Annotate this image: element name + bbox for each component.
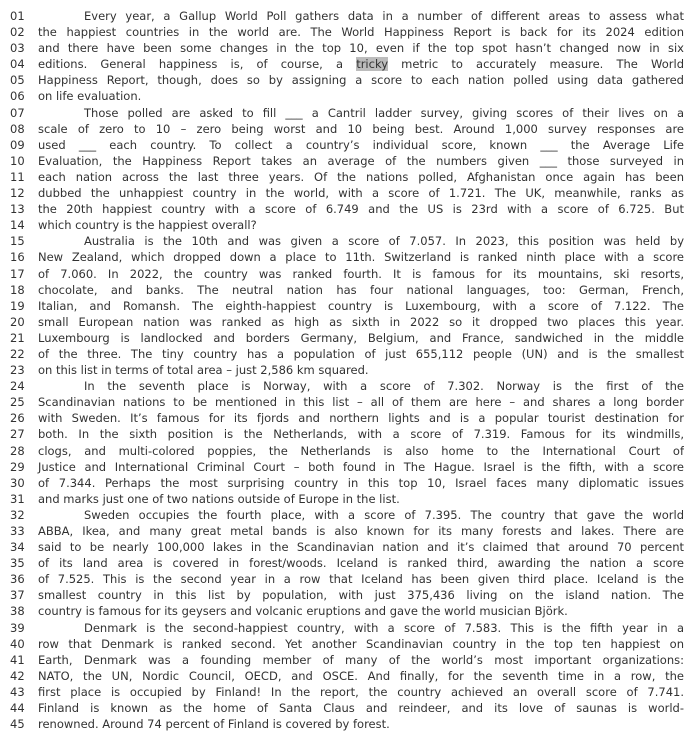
text-line <box>10 443 684 459</box>
text-line <box>10 56 684 72</box>
line-number: 30 <box>10 475 25 490</box>
line-text: Evaluation, the Happiness Report takes an average of the numbers given ___ those surveyed in <box>38 153 684 168</box>
text-line <box>10 314 684 330</box>
text-line <box>10 636 684 652</box>
line-number: 17 <box>10 266 25 281</box>
highlighted-word: tricky <box>356 57 388 72</box>
line-number: 20 <box>10 314 25 329</box>
line-text: Italian, and Romansh. The eighth-happiest country is Luxembourg, with a score of 7.122. The <box>38 298 684 313</box>
text-line <box>10 716 684 732</box>
text-line <box>10 539 684 555</box>
line-text: Happiness Report, though, does so by assigning a score to each nation polled using data gathered <box>38 73 684 88</box>
line-text: of 7.060. In 2022, the country was ranked fourth. It is famous for its mountains, ski resorts, <box>38 266 684 281</box>
line-number: 23 <box>10 363 25 378</box>
text-line <box>10 153 684 169</box>
text-line <box>10 298 684 314</box>
line-number: 11 <box>10 169 25 184</box>
text-line <box>10 620 684 636</box>
line-number: 24 <box>10 379 25 394</box>
line-number: 03 <box>10 41 25 56</box>
line-number: 13 <box>10 202 25 217</box>
text-line <box>10 394 684 410</box>
text-lines <box>10 8 684 732</box>
line-text: Earth, Denmark was a founding member of many of the world’s most important organizations: <box>38 652 684 667</box>
line-text: on life evaluation. <box>38 89 142 104</box>
line-text: small European nation was ranked as high as sixth in 2022 so it dropped two places this year. <box>38 314 684 329</box>
line-text: said to be nearly 100,000 lakes in the Scandinavian nation and it’s claimed that around 70 percent <box>38 540 684 555</box>
text-line <box>10 410 684 426</box>
text-line <box>10 362 684 378</box>
line-text: both. In the sixth position is the Netherlands, with a score of 7.319. Famous for its windmills, <box>38 427 684 442</box>
line-text: of 7.344. Perhaps the most surprising country in this top 10, Israel faces many diplomatic issues <box>38 475 684 490</box>
text-line <box>10 459 684 475</box>
line-text: Every year, a Gallup World Poll gathers data in a number of different areas to assess what <box>84 9 684 23</box>
line-number: 28 <box>10 443 25 458</box>
line-number: 33 <box>10 524 25 538</box>
line-text: New Zealand, which dropped down a place to 11th. Switzerland is ranked ninth place with a score <box>38 250 684 265</box>
text-line <box>10 233 684 249</box>
line-text: row that Denmark is ranked second. Yet another Scandinavian country in the top ten happiest on <box>38 636 684 651</box>
line-number: 09 <box>10 137 25 152</box>
line-text: country is famous for its geysers and volcanic eruptions and gave the world musician Björk. <box>38 604 568 619</box>
text-line <box>10 330 684 346</box>
line-number: 40 <box>10 636 25 651</box>
text-line <box>10 24 684 40</box>
line-number: 26 <box>10 411 25 426</box>
text-line <box>10 201 684 217</box>
line-text: used ___ each country. To collect a country’s individual score, known ___ the Average Life <box>38 137 684 152</box>
text-line <box>10 105 684 121</box>
line-number: 06 <box>10 89 25 104</box>
line-number: 10 <box>10 153 25 168</box>
line-number: 02 <box>10 25 25 40</box>
line-text: first place is occupied by Finland! In the report, the country achieved an overall score of 7.741. <box>38 684 684 699</box>
line-text: of the three. The tiny country has a population of just 655,112 people (UN) and is the smallest <box>38 346 684 361</box>
text-line <box>10 684 684 700</box>
text-line <box>10 282 684 298</box>
line-text: of 7.525. This is the second year in a row that Iceland has been given third place. Iceland is the <box>38 572 684 587</box>
line-number: 04 <box>10 57 25 72</box>
line-text: NATO, the UN, Nordic Council, OECD, and OSCE. And finally, for the seventh time in a row, the <box>38 668 684 683</box>
line-text: each nation across the last three years. Of the nations polled, Afghanistan once again has been <box>38 169 684 184</box>
text-line <box>10 571 684 587</box>
line-number: 38 <box>10 604 25 619</box>
text-line <box>10 555 684 571</box>
text-line <box>10 700 684 716</box>
line-text: the 20th happiest country with a score of 6.749 and the US is 23rd with a score of 6.725. But <box>38 202 684 217</box>
line-number: 05 <box>10 73 25 88</box>
line-number: 01 <box>10 9 25 23</box>
line-text: dubbed the unhappiest country in the world, with a score of 1.721. The UK, meanwhile, ranks as <box>38 186 684 201</box>
text-line <box>10 507 684 523</box>
text-line <box>10 169 684 185</box>
line-text: Sweden occupies the fourth place, with a score of 7.395. The country that gave the world <box>84 507 684 522</box>
line-number: 37 <box>10 588 25 603</box>
line-text: Scandinavian nations to be mentioned in this list – all of them are here – and shares a long border <box>38 395 684 410</box>
line-number: 31 <box>10 491 25 506</box>
line-text: In the seventh place is Norway, with a score of 7.302. Norway is the first of the <box>84 379 684 394</box>
line-number: 14 <box>10 218 25 233</box>
text-line <box>10 40 684 56</box>
line-text: Luxembourg is landlocked and borders Germany, Belgium, and France, sandwiched in the middle <box>38 330 684 345</box>
line-number: 42 <box>10 668 25 683</box>
line-text: of its land area is covered in forest/woods. Iceland is ranked third, awarding the nation a score <box>38 556 684 571</box>
line-text: clogs, and multi-colored poppies, the Netherlands is also home to the International Court of <box>38 443 684 458</box>
line-text: with Sweden. It’s famous for its fjords and northern lights and is a popular tourist destination for <box>38 411 684 426</box>
line-text: ABBA, Ikea, and many great metal bands is also known for its many forests and lakes. There are <box>38 524 684 538</box>
text-line <box>10 426 684 442</box>
text-line <box>10 72 684 88</box>
line-number: 45 <box>10 717 25 732</box>
line-number: 27 <box>10 427 25 442</box>
text-line <box>10 378 684 394</box>
line-number: 43 <box>10 684 25 699</box>
line-text: and there have been some changes in the top 10, even if the top spot hasn’t changed now in six <box>38 41 684 56</box>
line-text: Those polled are asked to fill ___ a Cantril ladder survey, giving scores of their lives on a <box>84 105 684 120</box>
line-number: 21 <box>10 330 25 345</box>
text-line <box>10 266 684 282</box>
line-text: on this list in terms of total area – just 2,586 km squared. <box>38 363 369 378</box>
line-number: 34 <box>10 540 25 555</box>
text-line <box>10 475 684 491</box>
line-number: 32 <box>10 507 25 522</box>
line-number: 19 <box>10 298 25 313</box>
text-line <box>10 523 684 539</box>
line-number: 12 <box>10 186 25 201</box>
line-text: Finland is known as the home of Santa Claus and reindeer, and its love of saunas is world- <box>38 701 684 716</box>
text-line <box>10 603 684 619</box>
line-number: 18 <box>10 282 25 297</box>
text-line <box>10 8 684 24</box>
line-text: chocolate, and banks. The neutral nation has four national languages, too: German, French, <box>38 282 684 297</box>
line-number: 16 <box>10 250 25 265</box>
text-line <box>10 652 684 668</box>
line-text: the happiest countries in the world are. The World Happiness Report is back for its 2024 edition <box>38 25 684 40</box>
line-number: 15 <box>10 234 25 249</box>
text-line <box>10 88 684 104</box>
line-text: renowned. Around 74 percent of Finland is covered by forest. <box>38 717 390 732</box>
line-text: Australia is the 10th and was given a score of 7.057. In 2023, this position was held by <box>84 234 684 249</box>
text-line <box>10 249 684 265</box>
text-line <box>10 185 684 201</box>
line-text: and marks just one of two nations outside of Europe in the list. <box>38 491 400 506</box>
text-line <box>10 121 684 137</box>
line-text: which country is the happiest overall? <box>38 218 257 233</box>
text-line <box>10 587 684 603</box>
line-number: 39 <box>10 620 25 635</box>
line-number: 29 <box>10 459 25 474</box>
text-line <box>10 346 684 362</box>
line-text: scale of zero to 10 – zero being worst and 10 being best. Around 1,000 survey responses are <box>38 121 684 136</box>
line-number: 44 <box>10 701 25 716</box>
text-line <box>10 491 684 507</box>
text-line <box>10 668 684 684</box>
line-number: 25 <box>10 395 25 410</box>
line-number: 41 <box>10 652 25 667</box>
line-text: editions. General happiness is, of course, a tricky metric to accurately measure. The World <box>38 57 684 72</box>
line-number: 22 <box>10 346 25 361</box>
line-text: smallest country in this list by population, with just 375,436 living on the island nation. The <box>38 588 684 603</box>
text-line <box>10 217 684 233</box>
line-number: 35 <box>10 556 25 571</box>
line-number: 07 <box>10 105 25 120</box>
line-number: 08 <box>10 121 25 136</box>
line-text: Denmark is the second-happiest country, with a score of 7.583. This is the fifth year in a <box>84 620 684 635</box>
text-line <box>10 137 684 153</box>
line-text: Justice and International Criminal Court – both found in The Hague. Israel is the fifth, with a score <box>38 459 684 474</box>
line-number: 36 <box>10 572 25 587</box>
